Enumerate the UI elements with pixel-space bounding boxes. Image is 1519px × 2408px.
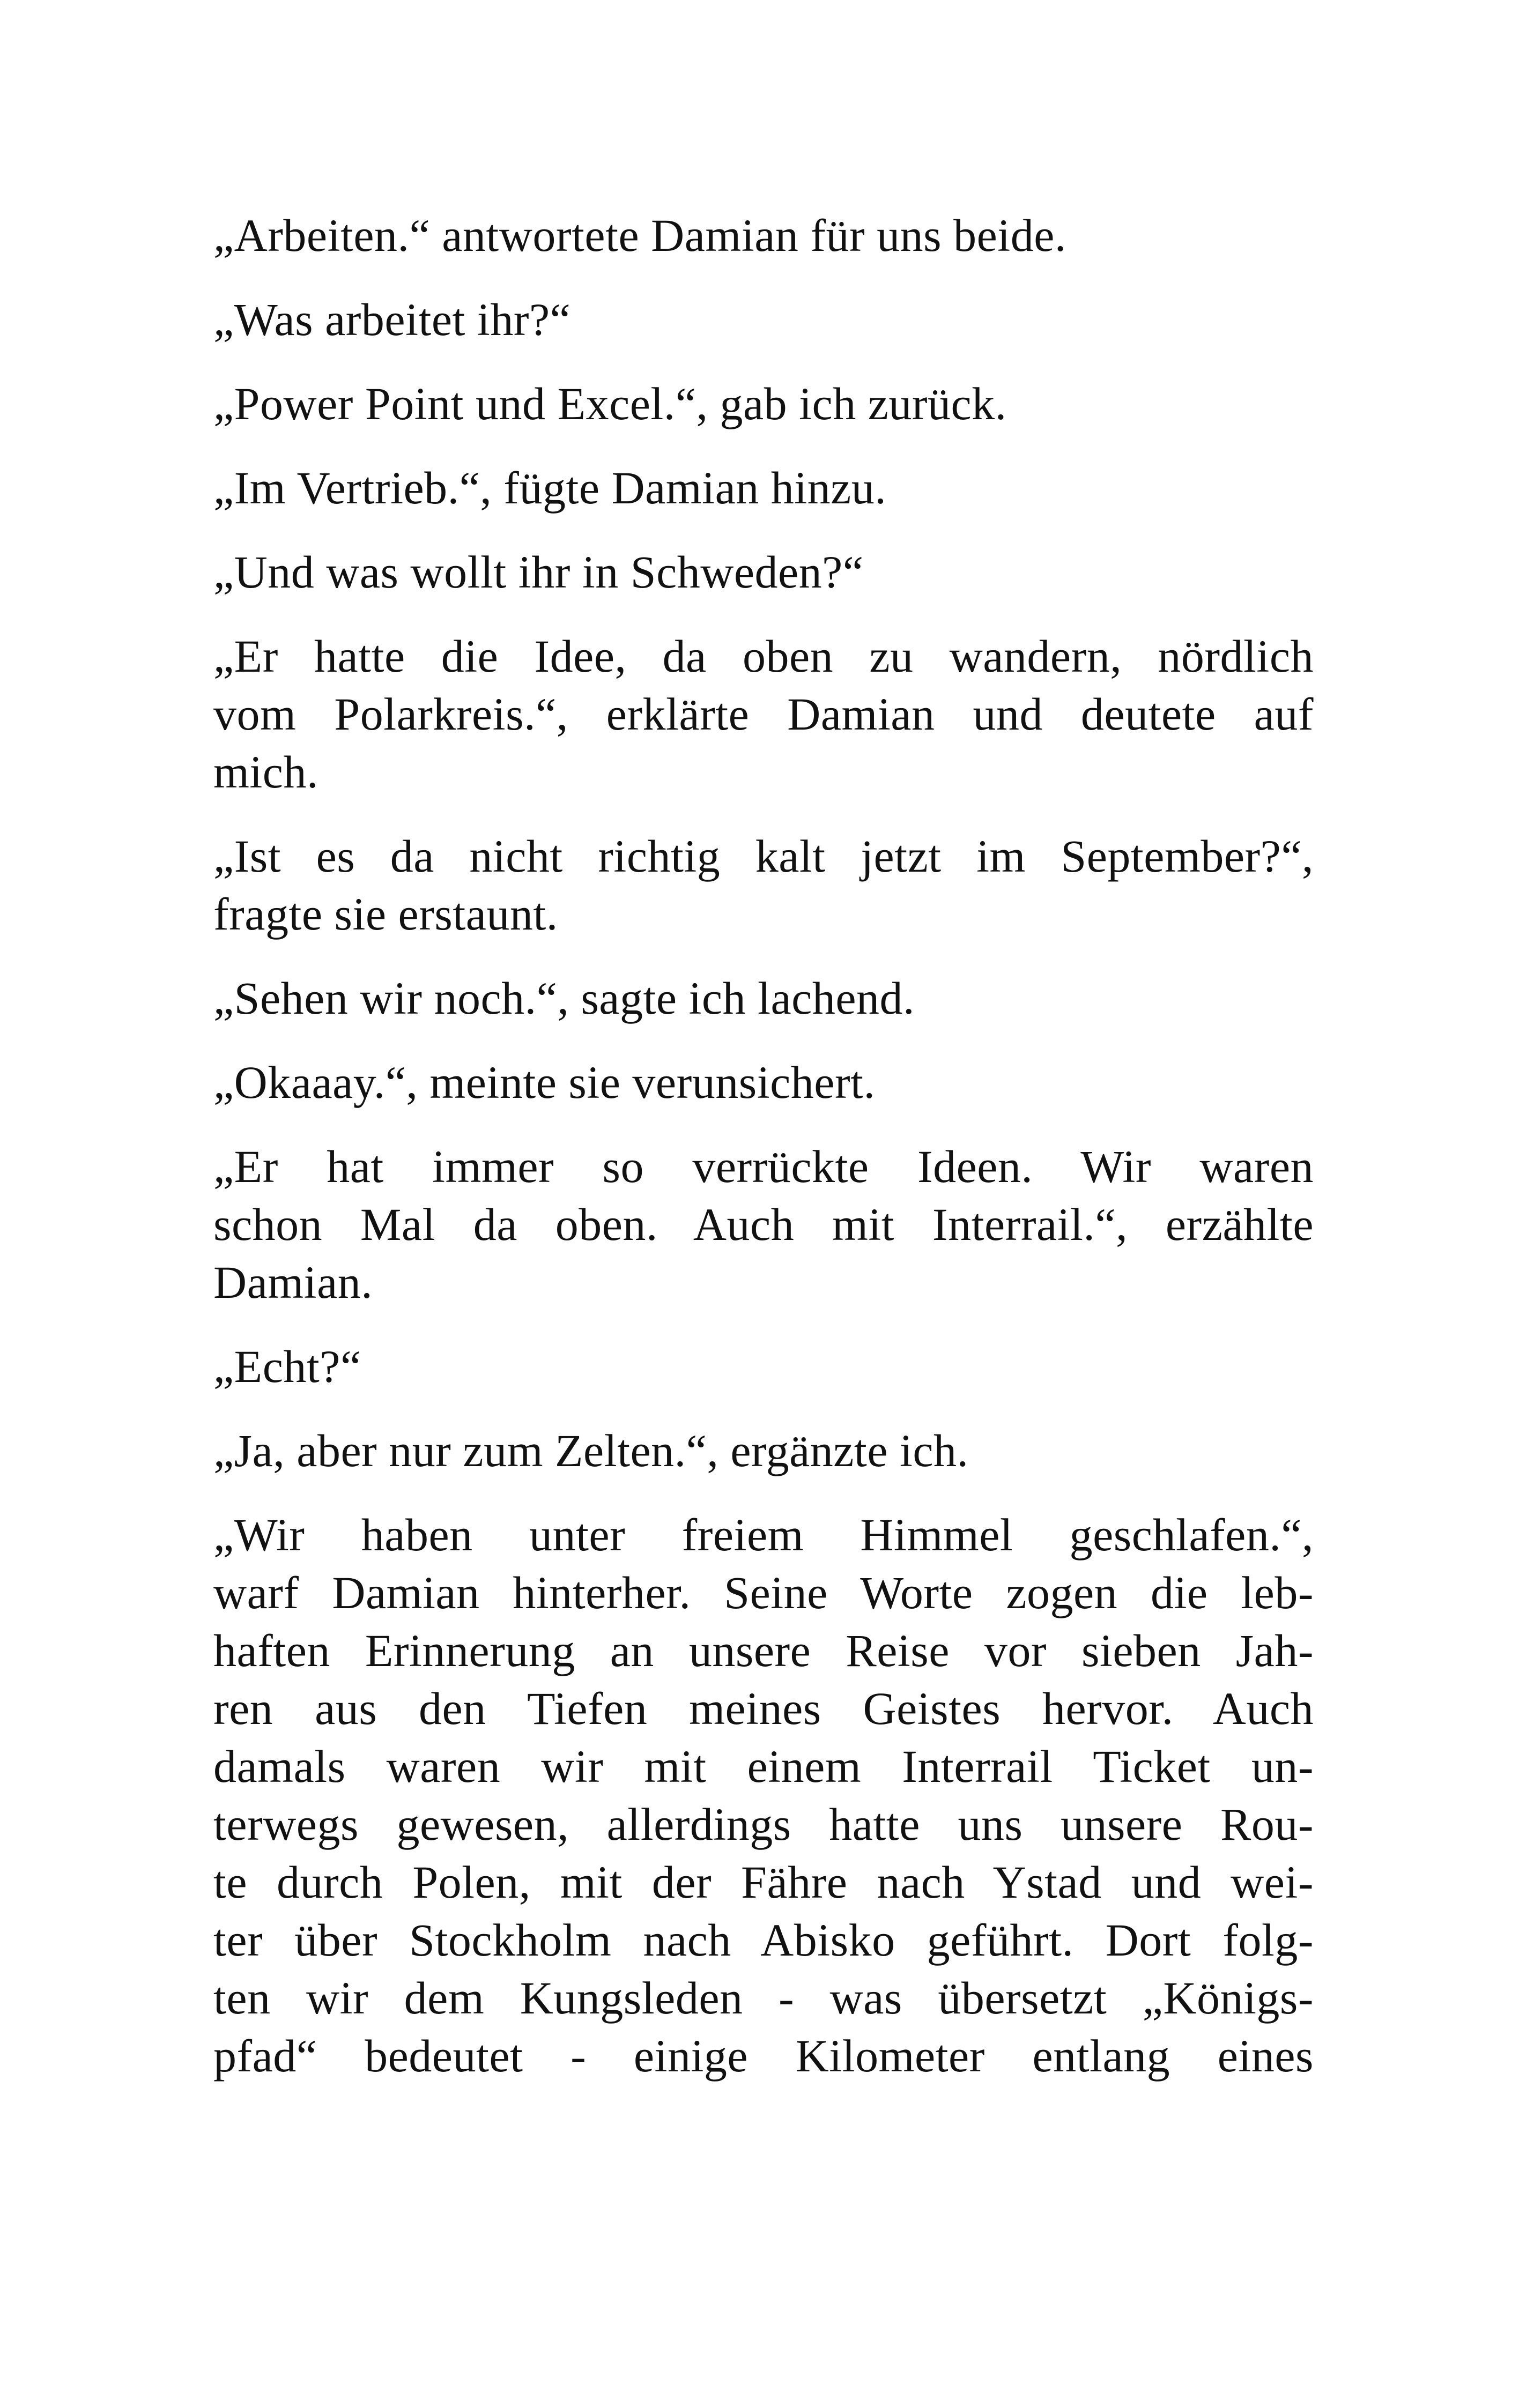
- dialogue-line-4: „Im Vertrieb.“, fügte Damian hinzu.: [213, 462, 887, 514]
- book-page: [213, 206, 1314, 2111]
- dialogue-line-9: „Okaaay.“, meinte sie verunsichert.: [213, 1057, 876, 1108]
- text-line: ren aus den Tiefen meines Geistes hervor. Auch: [213, 1683, 1314, 1734]
- text-line: mich.: [213, 746, 318, 798]
- text-line: „Er hatte die Idee, da oben zu wandern, nördlich: [213, 630, 1314, 682]
- text-line: haften Erinnerung an unsere Reise vor sieben Jah-: [213, 1625, 1314, 1676]
- dialogue-line-5: „Und was wollt ihr in Schweden?“: [213, 546, 864, 598]
- text-line: warf Damian hinterher. Seine Worte zogen die leb-: [213, 1567, 1314, 1618]
- text-line: ter über Stockholm nach Abisko geführt. Dort folg-: [213, 1914, 1314, 1966]
- text-line: te durch Polen, mit der Fähre nach Ystad und wei-: [213, 1856, 1314, 1908]
- dialogue-line-8: „Sehen wir noch.“, sagte ich lachend.: [213, 972, 915, 1024]
- dialogue-paragraph-10: [213, 1138, 1314, 1311]
- text-line: vom Polarkreis.“, erklärte Damian und deutete auf: [213, 688, 1314, 740]
- text-line: „Er hat immer so verrückte Ideen. Wir waren: [213, 1141, 1314, 1192]
- text-line: terwegs gewesen, allerdings hatte uns unsere Rou-: [213, 1798, 1314, 1850]
- text-line: schon Mal da oben. Auch mit Interrail.“, erzählte: [213, 1199, 1314, 1250]
- dialogue-line-11: „Echt?“: [213, 1341, 361, 1392]
- dialogue-line-3: „Power Point und Excel.“, gab ich zurück.: [213, 378, 1007, 429]
- dialogue-line-1: „Arbeiten.“ antwortete Damian für uns beide.: [213, 210, 1066, 261]
- text-line: „Wir haben unter freiem Himmel geschlafen.“,: [213, 1509, 1314, 1560]
- dialogue-line-2: „Was arbeitet ihr?“: [213, 294, 571, 345]
- dialogue-line-12: „Ja, aber nur zum Zelten.“, ergänzte ich.: [213, 1425, 969, 1476]
- text-line: ten wir dem Kungsleden - was übersetzt „Königs-: [213, 1972, 1314, 2024]
- narrative-paragraph-13: [213, 1506, 1314, 2085]
- text-line: „Ist es da nicht richtig kalt jetzt im September?“,: [213, 830, 1314, 882]
- dialogue-paragraph-6: [213, 627, 1314, 801]
- text-line: Damian.: [213, 1257, 373, 1308]
- text-line: pfad“ bedeutet - einige Kilometer entlang eines: [213, 2030, 1314, 2082]
- dialogue-paragraph-7: [213, 827, 1314, 943]
- text-line: fragte sie erstaunt.: [213, 888, 558, 940]
- text-line: damals waren wir mit einem Interrail Ticket un-: [213, 1741, 1314, 1792]
